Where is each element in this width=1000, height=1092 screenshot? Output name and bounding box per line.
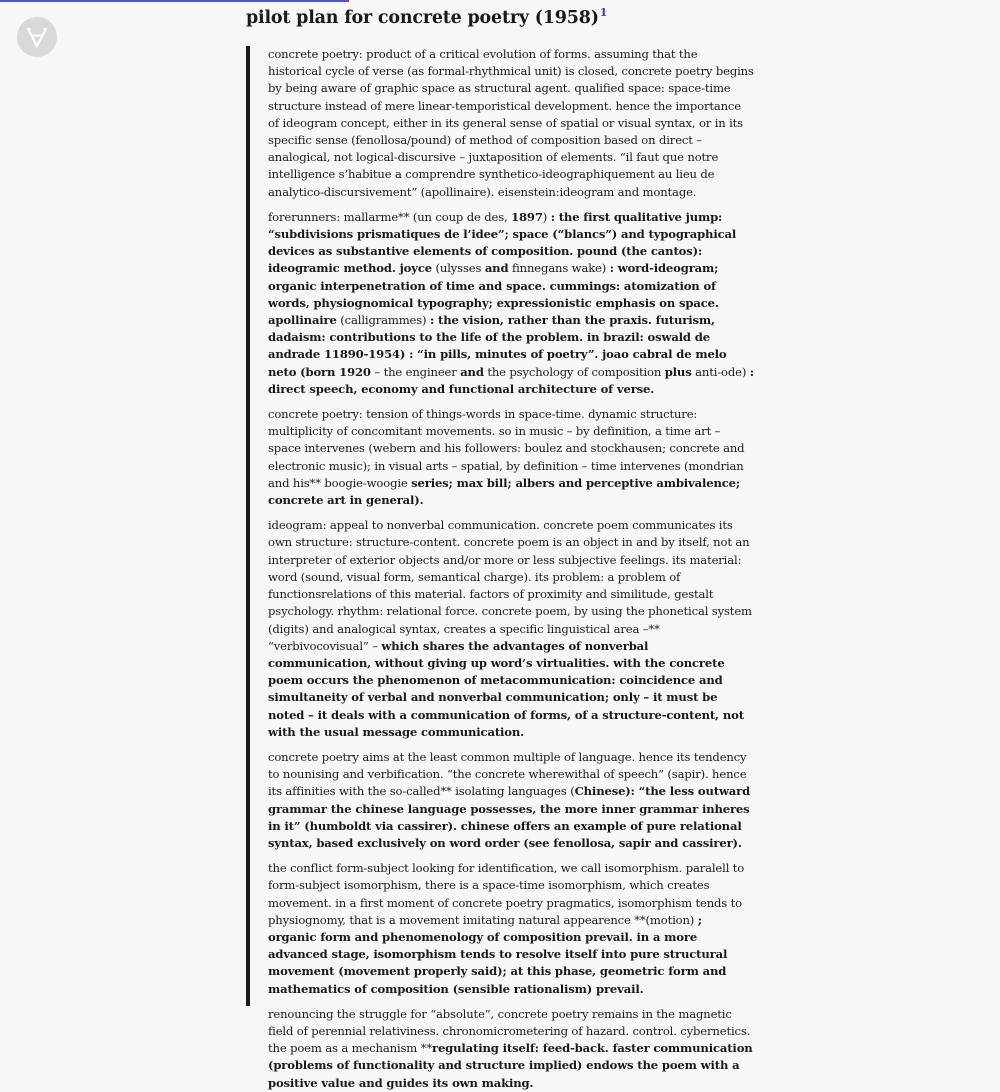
- manifesto-paragraph: [268, 46, 754, 201]
- manifesto-paragraph: [268, 749, 754, 852]
- manifesto-paragraph: [268, 517, 754, 741]
- bold-text-run: : the vision, rather than the praxis. futurism, dadaism: contributions to the life of the problem. in brazil: oswald de andrade 11890-1954) : “in pills, minutes of poetry”. joao cabral de melo neto (born 1920: [268, 313, 727, 379]
- text-run: forerunners: mallarme** (un coup de des,: [268, 209, 512, 224]
- manifesto-paragraph: [268, 1006, 754, 1092]
- text-run: concrete poetry: product of a critical evolution of forms. assuming that the historical cycle of verse (as formal-rhythmical unit) is closed, concrete poetry begins by being aware of graphic space as structural agent. qualified space: space-time structure instead of mere linear-temporistical development. hence the importance of ideogram concept, either in its general sense of spatial or visual syntax, or in its specific sense (fenollosa/pound) of method of composition based on direct – analogical, not logical-discursive – juxtaposition of elements. “il faut que notre intelligence s’habitue a comprendre synthetico-ideographiquement au lieu de analytico-discursivement” (apollinaire). eisenstein:ideogram and montage.: [268, 47, 754, 199]
- manifesto-paragraph: [268, 860, 754, 998]
- bold-text-run: : the first qualitative jump: “subdivisions prismatiques de l’idee”; space (“blancs”) and typographical devices as substantive elements of composition. pound (the cantos): ideogramic method. joyce: [268, 209, 737, 276]
- text-run: – the engineer: [370, 364, 461, 379]
- text-run: the psychology of composition: [483, 364, 665, 379]
- bold-text-run: : word-ideogram; organic interpenetration of time and space. cummings: atomization of words, physiognomical typography; expressionistic emphasis on space. apollinaire: [268, 261, 719, 328]
- text-run: finnegans wake): [508, 261, 610, 276]
- reading-progress-bar: [0, 0, 349, 2]
- page-title: [246, 6, 607, 28]
- bold-text-run: which shares the advantages of nonverbal communication, without giving up word’s virtualities. with the concrete poem occurs the phenomenon of metacommunication: coincidence and simultaneity of verbal and nonverbal communication; only – it must be noted – it deals with a communication of forms, of a structure-content, not with the usual message communication.: [268, 638, 744, 739]
- bold-text-run: : direct speech, economy and functional architecture of verse.: [268, 364, 754, 396]
- bold-text-run: and: [484, 261, 509, 276]
- text-run: the conflict form-subject looking for identification, we call isomorphism. paralell to form-subject isomorphism, there is a space-time isomorphism, which creates movement. in a first moment of concrete poetry pragmatics, isomorphism tends to physiognomy, that is a movement imitating natural appearence **(motion): [268, 861, 745, 927]
- text-run: concrete poetry aims at the least common multiple of language. hence its tendency to nounising and verbification. “the concrete wherewithal of speech” (sapir). hence its affinities with the so-called** isolating languages (: [268, 749, 747, 799]
- bold-text-run: 1897: [511, 209, 543, 224]
- manifesto-paragraph: [268, 406, 754, 509]
- text-run: renouncing the struggle for “absolute”, concrete poetry remains in the magnetic field of perennial relativiness. chronomicrometering of hazard. control. cybernetics. the poem as a mechanism **: [268, 1006, 751, 1056]
- bold-text-run: plus: [664, 364, 692, 379]
- text-run: ideogram: appeal to nonverbal communication. concrete poem communicates its own structure: structure-content. concrete poem is an object in and by itself, not an interpreter of exterior objects and/or more or less subjective feelings. its material: word (sound, visual form, semantical charge). its problem: a problem of functionsrelations of this material. factors of proximity and similitude, gestalt psychology. rhythm: relational force. concrete poem, by using the phonetical system (digits) and analogical syntax, creates a specific linguistical area –** “verbivocovisual” –: [268, 518, 752, 653]
- text-run: (calligrammes): [336, 313, 430, 328]
- bold-text-run: regulating itself: feed-back. faster communication (problems of functionality and structure implied) endows the poem with a positive value and guides its own making.: [268, 1041, 753, 1090]
- site-logo[interactable]: [17, 17, 57, 57]
- text-run: concrete poetry: tension of things-words in space-time. dynamic structure: multiplicity of concomitant movements. so in music – by definition, a time art – space intervenes (webern and his followers: boulez and stockhausen; concrete and electronic music); in visual arts – spatial, by definition – time intervenes (mondrian and his** boogie-woogie: [268, 407, 745, 490]
- text-run: ): [542, 209, 551, 224]
- inverted-a-logo-icon: [26, 25, 48, 49]
- title-text: pilot plan for concrete poetry (1958): [246, 7, 599, 28]
- text-run: (ulysses: [431, 261, 485, 276]
- bold-text-run: and: [460, 364, 484, 379]
- bold-text-run: series; max bill; albers and perceptive ambivalence; concrete art in general).: [268, 475, 741, 508]
- text-run: anti-ode): [691, 364, 750, 379]
- manifesto-paragraph: [268, 209, 754, 398]
- bold-text-run: Chinese): “the less outward grammar the chinese language possesses, the more inner grammar inheres in it” (humboldt via cassirer). chinese offers an example of pure relational syntax, based exclusively on word order (see fenollosa, sapir and cassirer).: [268, 784, 751, 850]
- bold-text-run: ; organic form and phenomenology of composition prevail. in a more advanced stage, isomorphism tends to resolve itself into pure structural movement (movement properly said); at this phase, geometric form and mathematics of composition (sensible rationalism) prevail.: [268, 912, 728, 996]
- manifesto-blockquote: [246, 46, 754, 1090]
- footnote-link[interactable]: 1: [599, 6, 608, 19]
